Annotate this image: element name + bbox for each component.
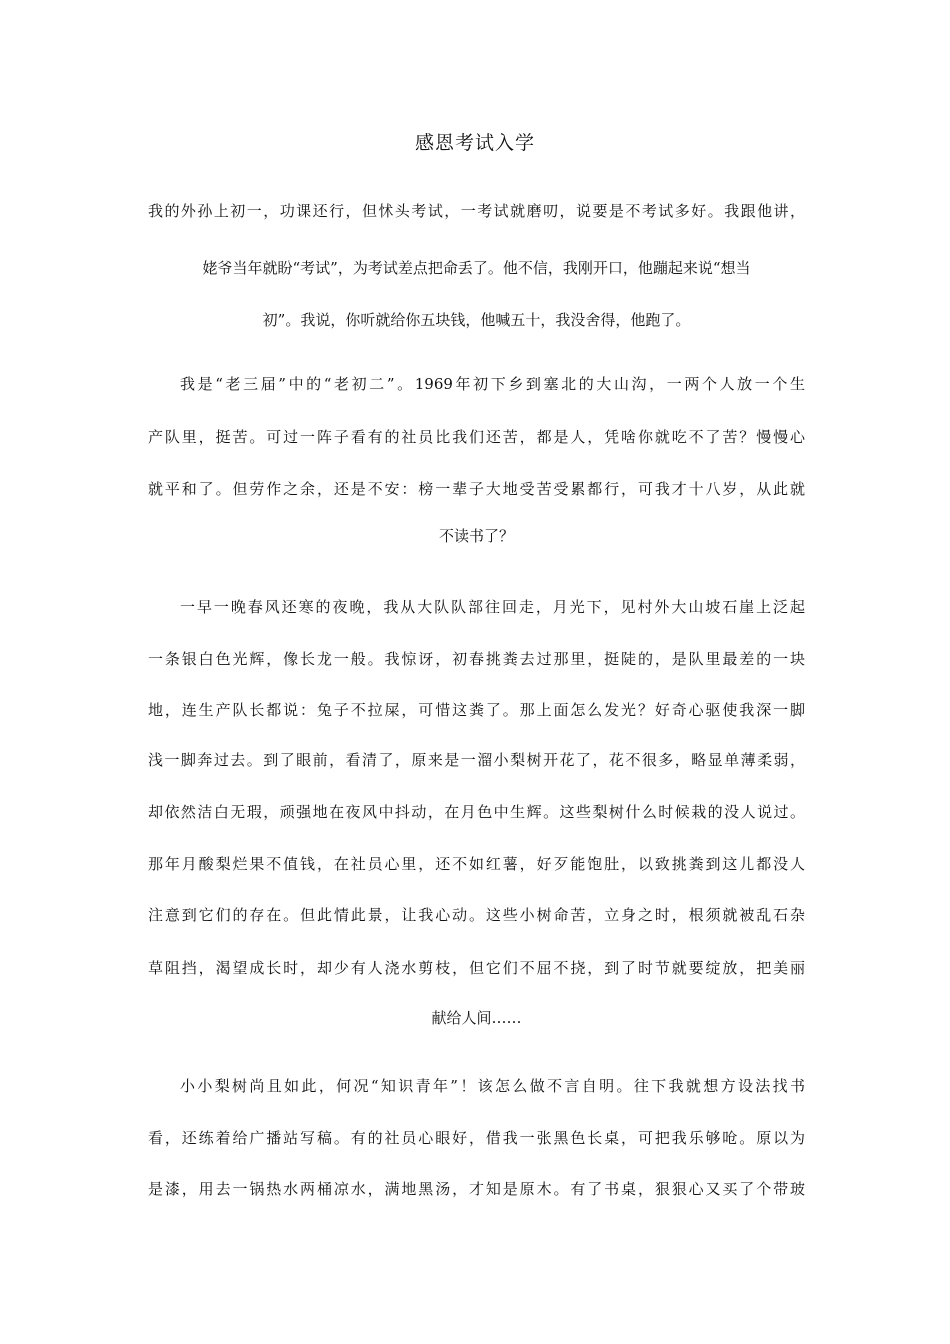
text-line: 我的外孙上初一，功课还行，但怵头考试，一考试就磨叨，说要是不考试多好。我跟他讲，: [148, 202, 805, 220]
text-line: 却依然洁白无瑕，顽强地在夜风中抖动，在月色中生辉。这些梨树什么时候栽的没人说过。: [148, 803, 805, 821]
text-line: 献给人间……: [431, 1009, 522, 1027]
text-line: 是漆，用去一锅热水两桶凉水，满地黑汤，才知是原木。有了书桌，狠狠心又买了个带玻: [148, 1180, 805, 1198]
text-line: 注意到它们的存在。但此情此景，让我心动。这些小树命苦，立身之时，根须就被乱石杂: [148, 906, 805, 924]
text-line: 那年月酸梨烂果不值钱，在社员心里，还不如红薯，好歹能饱肚，以致挑粪到这儿都没人: [148, 855, 805, 873]
text-line: 初”。我说，你听就给你五块钱，他喊五十，我没舍得，他跑了。: [262, 311, 691, 329]
document-title: 感恩考试入学: [414, 132, 535, 154]
text-line: 地，连生产队长都说：兔子不拉屎，可惜这粪了。那上面怎么发光？好奇心驱使我深一脚: [148, 701, 805, 719]
text-line: 就平和了。但劳作之余，还是不安：榜一辈子大地受苦受累都行，可我才十八岁，从此就: [148, 480, 805, 498]
text-line: 不读书了？: [438, 527, 514, 545]
text-line: 草阻挡，渴望成长时，却少有人浇水剪枝，但它们不屈不挠，到了时节就要绽放，把美丽: [148, 959, 805, 977]
text-line: 产队里，挺苦。可过一阵子看有的社员比我们还苦，都是人，凭啥你就吃不了苦？慢慢心: [148, 428, 805, 446]
text-line: 小小梨树尚且如此，何况“知识青年”！该怎么做不言自明。往下我就想方设法找书: [180, 1077, 805, 1095]
text-line: 一早一晚春风还寒的夜晚，我从大队队部往回走，月光下，见村外大山坡石崖上泛起: [180, 598, 805, 616]
text-line: 浅一脚奔过去。到了眼前，看清了，原来是一溜小梨树开花了，花不很多，略显单薄柔弱，: [148, 751, 805, 769]
text-line: 我是“老三届”中的“老初二”。1969年初下乡到塞北的大山沟，一两个人放一个生: [180, 375, 805, 393]
text-line: 姥爷当年就盼“考试”，为考试差点把命丢了。他不信，我刚开口，他蹦起来说“想当: [202, 259, 751, 277]
text-line: 看，还练着给广播站写稿。有的社员心眼好，借我一张黑色长桌，可把我乐够呛。原以为: [148, 1129, 805, 1147]
text-line: 一条银白色光辉，像长龙一般。我惊讶，初春挑粪去过那里，挺陡的，是队里最差的一块: [148, 650, 805, 668]
